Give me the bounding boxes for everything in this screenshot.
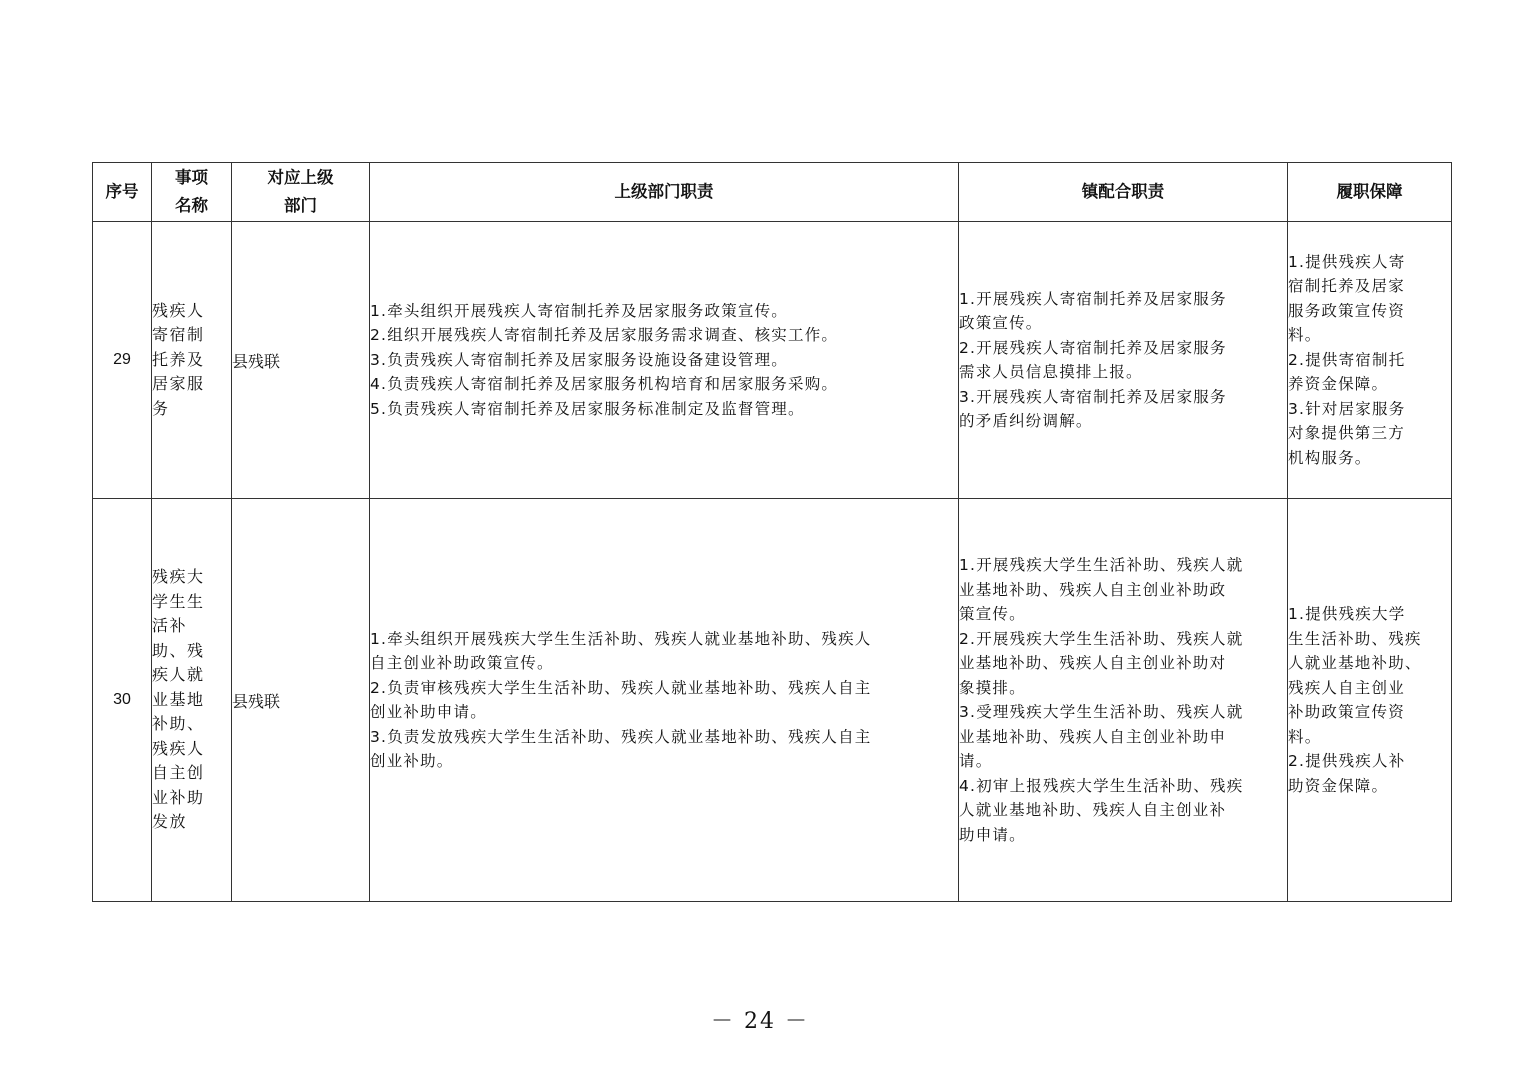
header-item-name: 事项 名称 (152, 163, 232, 222)
duty-table (92, 162, 1452, 902)
header-town-duties: 镇配合职责 (959, 163, 1288, 222)
header-upper-dept: 对应上级 部门 (232, 163, 370, 222)
table-header-row (93, 163, 1452, 222)
table-row (93, 222, 1452, 499)
header-support: 履职保障 (1288, 163, 1452, 222)
row-upper-duties: 1.牵头组织开展残疾人寄宿制托养及居家服务政策宣传。 2.组织开展残疾人寄宿制托养及居家服务需求调查、核实工作。 3.负责残疾人寄宿制托养及居家服务设施设备建设管理。 4.负责残疾人寄宿制托养及居家服务机构培育和居家服务采购。 5.负责残疾人寄宿制托养及居家服务标准制定及监督管理。 (370, 222, 959, 499)
row-item-name: 残疾人 寄宿制 托养及 居家服 务 (152, 222, 232, 499)
header-num: 序号 (93, 163, 152, 222)
row-upper-dept: 县残联 (232, 499, 370, 902)
row-num: 29 (93, 222, 152, 499)
row-town-duties: 1.开展残疾大学生生活补助、残疾人就 业基地补助、残疾人自主创业补助政 策宣传。 2.开展残疾大学生生活补助、残疾人就 业基地补助、残疾人自主创业补助对 象摸排。 3.受理残疾大学生生活补助、残疾人就 业基地补助、残疾人自主创业补助申 请。 4.初审上报残疾大学生生活补助、残疾 人就业基地补助、残疾人自主创业补 助申请。 (959, 499, 1288, 902)
header-upper-duties: 上级部门职责 (370, 163, 959, 222)
row-support: 1.提供残疾大学 生生活补助、残疾 人就业基地补助、 残疾人自主创业 补助政策宣传资 料。 2.提供残疾人补 助资金保障。 (1288, 499, 1452, 902)
row-item-name: 残疾大 学生生 活补 助、残 疾人就 业基地 补助、 残疾人 自主创 业补助 发放 (152, 499, 232, 902)
page-number: － 24 － (711, 1009, 809, 1034)
table-row (93, 499, 1452, 902)
row-upper-dept: 县残联 (232, 222, 370, 499)
row-upper-duties: 1.牵头组织开展残疾大学生生活补助、残疾人就业基地补助、残疾人 自主创业补助政策宣传。 2.负责审核残疾大学生生活补助、残疾人就业基地补助、残疾人自主 创业补助申请。 3.负责发放残疾大学生生活补助、残疾人就业基地补助、残疾人自主 创业补助。 (370, 499, 959, 902)
row-support: 1.提供残疾人寄 宿制托养及居家 服务政策宣传资 料。 2.提供寄宿制托 养资金保障。 3.针对居家服务 对象提供第三方 机构服务。 (1288, 222, 1452, 499)
row-town-duties: 1.开展残疾人寄宿制托养及居家服务 政策宣传。 2.开展残疾人寄宿制托养及居家服务 需求人员信息摸排上报。 3.开展残疾人寄宿制托养及居家服务 的矛盾纠纷调解。 (959, 222, 1288, 499)
row-num: 30 (93, 499, 152, 902)
